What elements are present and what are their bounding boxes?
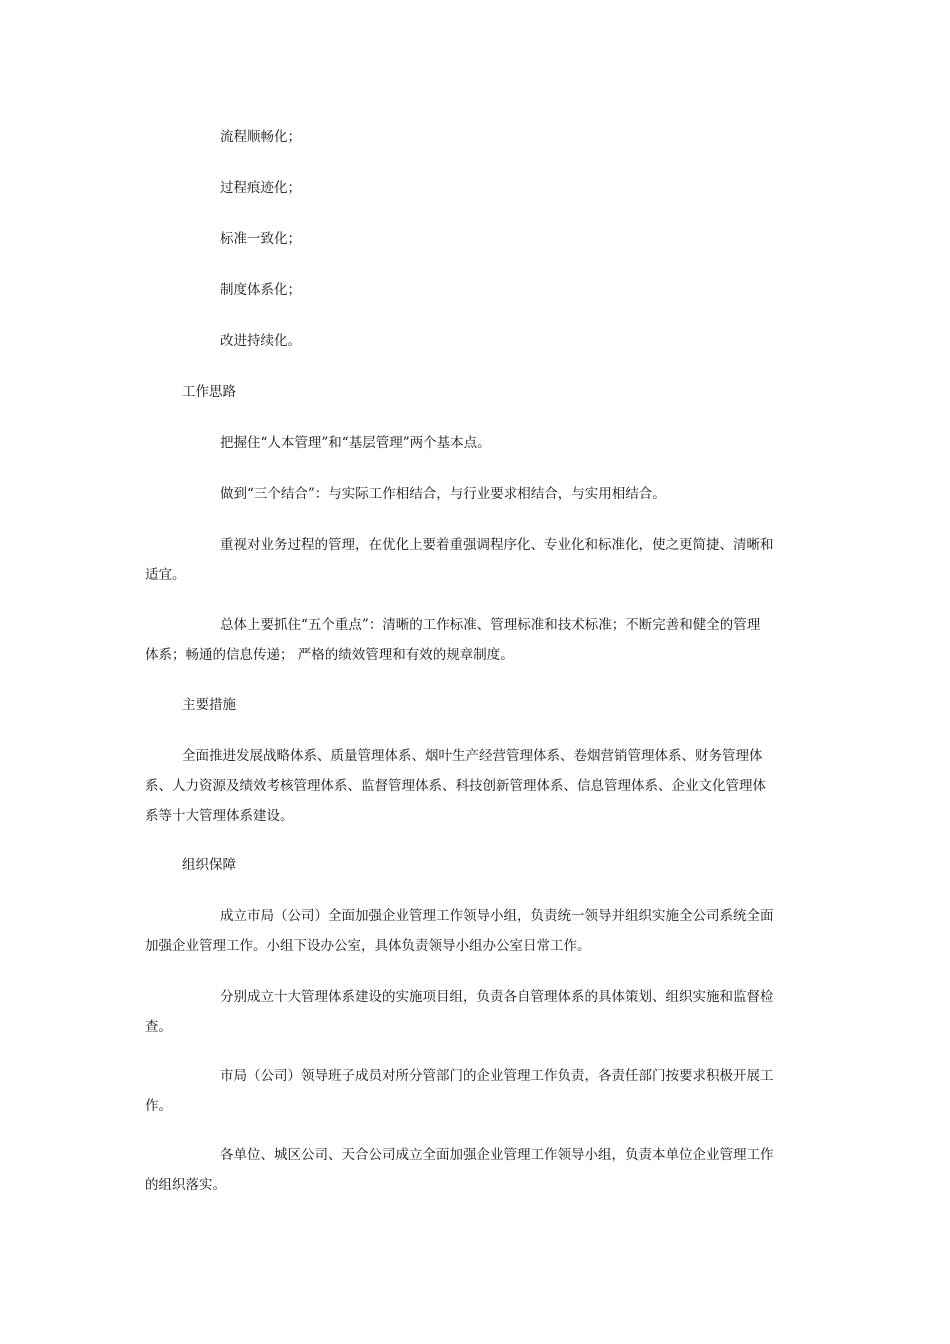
paragraph-line: 市局（公司）领导班子成员对所分管部门的企业管理工作负责，各责任部门按要求积极开展工 bbox=[220, 1068, 774, 1084]
paragraph-org-2 bbox=[145, 982, 810, 1042]
paragraph-line: 作。 bbox=[145, 1098, 172, 1114]
list-item-system: 制度体系化； bbox=[220, 282, 301, 298]
paragraph-measures bbox=[145, 741, 810, 831]
thinking-item-2: 做到“三个结合”：与实际工作相结合，与行业要求相结合，与实用相结合。 bbox=[220, 486, 666, 502]
paragraph-line: 体系；畅通的信息传递； 严格的绩效管理和有效的规章制度。 bbox=[145, 647, 514, 663]
paragraph-org-1 bbox=[145, 901, 810, 961]
paragraph-line: 查。 bbox=[145, 1019, 172, 1035]
list-item-improve: 改进持续化。 bbox=[220, 333, 301, 349]
paragraph-line: 适宜。 bbox=[145, 567, 186, 583]
list-item-flow: 流程顺畅化； bbox=[220, 129, 301, 145]
thinking-item-1: 把握住“人本管理”和“基层管理”两个基本点。 bbox=[220, 435, 491, 451]
paragraph-line: 系等十大管理体系建设。 bbox=[145, 808, 294, 824]
list-item-trace: 过程痕迹化； bbox=[220, 180, 301, 196]
paragraph-line: 总体上要抓住“五个重点”：清晰的工作标准、管理标准和技术标准；不断完善和健全的管理 bbox=[220, 617, 761, 633]
paragraph-org-3 bbox=[145, 1061, 810, 1121]
paragraph-line: 分别成立十大管理体系建设的实施项目组，负责各自管理体系的具体策划、组织实施和监督检 bbox=[220, 989, 774, 1005]
paragraph-line: 成立市局（公司）全面加强企业管理工作领导小组，负责统一领导并组织实施全公司系统全面 bbox=[220, 908, 774, 924]
heading-organization: 组织保障 bbox=[182, 857, 236, 873]
paragraph-line: 加强企业管理工作。小组下设办公室，具体负责领导小组办公室日常工作。 bbox=[145, 938, 591, 954]
paragraph-line: 的组织落实。 bbox=[145, 1177, 226, 1193]
list-item-standard: 标准一致化； bbox=[220, 231, 301, 247]
paragraph-line: 重视对业务过程的管理，在优化上要着重强调程序化、专业化和标准化，使之更简捷、清晰和 bbox=[220, 537, 774, 553]
paragraph-line: 各单位、城区公司、天合公司成立全面加强企业管理工作领导小组，负责本单位企业管理工作 bbox=[220, 1147, 774, 1163]
heading-work-thinking: 工作思路 bbox=[182, 384, 236, 400]
paragraph-line: 全面推进发展战略体系、质量管理体系、烟叶生产经营管理体系、卷烟营销管理体系、财务管理体 bbox=[182, 748, 763, 764]
paragraph-process bbox=[145, 530, 810, 590]
paragraph-org-4 bbox=[145, 1140, 810, 1200]
heading-main-measures: 主要措施 bbox=[182, 697, 236, 713]
paragraph-line: 系、人力资源及绩效考核管理体系、监督管理体系、科技创新管理体系、信息管理体系、企业文化管理体 bbox=[145, 778, 766, 794]
paragraph-five-key-points bbox=[145, 610, 810, 670]
